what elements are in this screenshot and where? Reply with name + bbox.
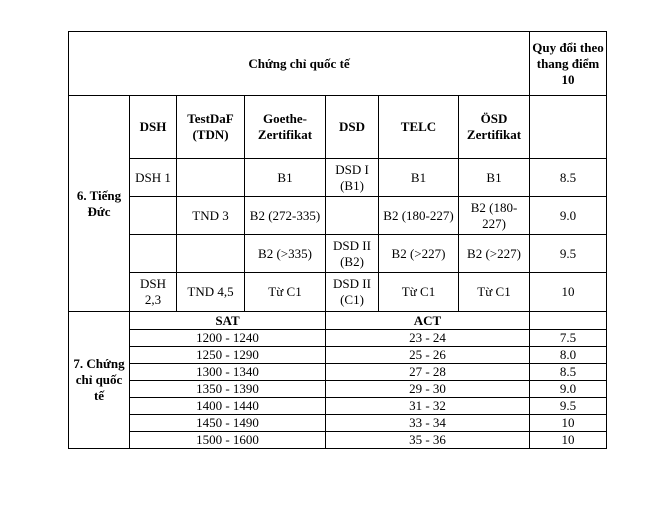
table-cell: DSD I (B1) (326, 159, 379, 197)
international-cert-section-label: 7. Chứng chỉ quốc tế (69, 312, 130, 449)
table-row (69, 197, 607, 235)
sat-cell: 1400 - 1440 (130, 398, 326, 415)
table-cell (177, 159, 245, 197)
table-row (69, 432, 607, 449)
score-cell: 7.5 (530, 330, 607, 347)
score-cell: 9.0 (530, 197, 607, 235)
col-header-osd: ÖSD Zertifikat (459, 96, 530, 159)
sat-cell: 1250 - 1290 (130, 347, 326, 364)
table-cell: Từ C1 (459, 273, 530, 312)
act-cell: 29 - 30 (326, 381, 530, 398)
german-columns-row (69, 96, 607, 159)
german-section-label: 6. Tiếng Đức (69, 96, 130, 312)
header-title: Chứng chỉ quốc tế (69, 32, 530, 96)
col-header-act: ACT (326, 312, 530, 330)
act-cell: 33 - 34 (326, 415, 530, 432)
table-cell: B2 (272-335) (245, 197, 326, 235)
col-header-dsh: DSH (130, 96, 177, 159)
sat-cell: 1450 - 1490 (130, 415, 326, 432)
table-row (69, 159, 607, 197)
table-cell: B1 (379, 159, 459, 197)
table-cell: TND 3 (177, 197, 245, 235)
col-header-goethe: Goethe-Zertifikat (245, 96, 326, 159)
col-header-telc: TELC (379, 96, 459, 159)
table-cell: DSD II (C1) (326, 273, 379, 312)
table-row (69, 381, 607, 398)
table-cell: B2 (180-227) (459, 197, 530, 235)
sat-cell: 1200 - 1240 (130, 330, 326, 347)
act-cell: 27 - 28 (326, 364, 530, 381)
table-row (69, 415, 607, 432)
act-cell: 25 - 26 (326, 347, 530, 364)
col-header-testdaf: TestDaF (TDN) (177, 96, 245, 159)
table-cell: DSH 2,3 (130, 273, 177, 312)
act-cell: 35 - 36 (326, 432, 530, 449)
table-cell (130, 235, 177, 273)
sat-cell: 1300 - 1340 (130, 364, 326, 381)
table-cell (326, 197, 379, 235)
sat-cell: 1500 - 1600 (130, 432, 326, 449)
table-cell: B1 (459, 159, 530, 197)
table-cell: B1 (245, 159, 326, 197)
table-row (69, 364, 607, 381)
act-cell: 31 - 32 (326, 398, 530, 415)
table-cell (130, 197, 177, 235)
table-row (69, 330, 607, 347)
score-cell: 8.0 (530, 347, 607, 364)
table-row (69, 347, 607, 364)
certificate-conversion-table (68, 31, 607, 449)
score-cell: 10 (530, 432, 607, 449)
score-column-header: Quy đổi theo thang điểm 10 (530, 32, 607, 96)
score-cell-empty (530, 312, 607, 330)
table-cell: DSD II (B2) (326, 235, 379, 273)
header-row (69, 32, 607, 96)
score-cell: 10 (530, 415, 607, 432)
score-cell: 10 (530, 273, 607, 312)
table-cell (177, 235, 245, 273)
table-row (69, 235, 607, 273)
score-cell: 9.0 (530, 381, 607, 398)
table-cell: B2 (180-227) (379, 197, 459, 235)
table-row (69, 273, 607, 312)
score-cell: 8.5 (530, 364, 607, 381)
sat-cell: 1350 - 1390 (130, 381, 326, 398)
table-cell: B2 (>227) (459, 235, 530, 273)
table-cell: Từ C1 (245, 273, 326, 312)
table-cell: TND 4,5 (177, 273, 245, 312)
sat-act-header-row (69, 312, 607, 330)
table-cell: Từ C1 (379, 273, 459, 312)
table-cell: DSH 1 (130, 159, 177, 197)
col-header-dsd: DSD (326, 96, 379, 159)
score-cell: 9.5 (530, 398, 607, 415)
act-cell: 23 - 24 (326, 330, 530, 347)
table-cell: B2 (>227) (379, 235, 459, 273)
table-row (69, 398, 607, 415)
col-header-score-empty (530, 96, 607, 159)
col-header-sat: SAT (130, 312, 326, 330)
score-cell: 9.5 (530, 235, 607, 273)
table-cell: B2 (>335) (245, 235, 326, 273)
score-cell: 8.5 (530, 159, 607, 197)
